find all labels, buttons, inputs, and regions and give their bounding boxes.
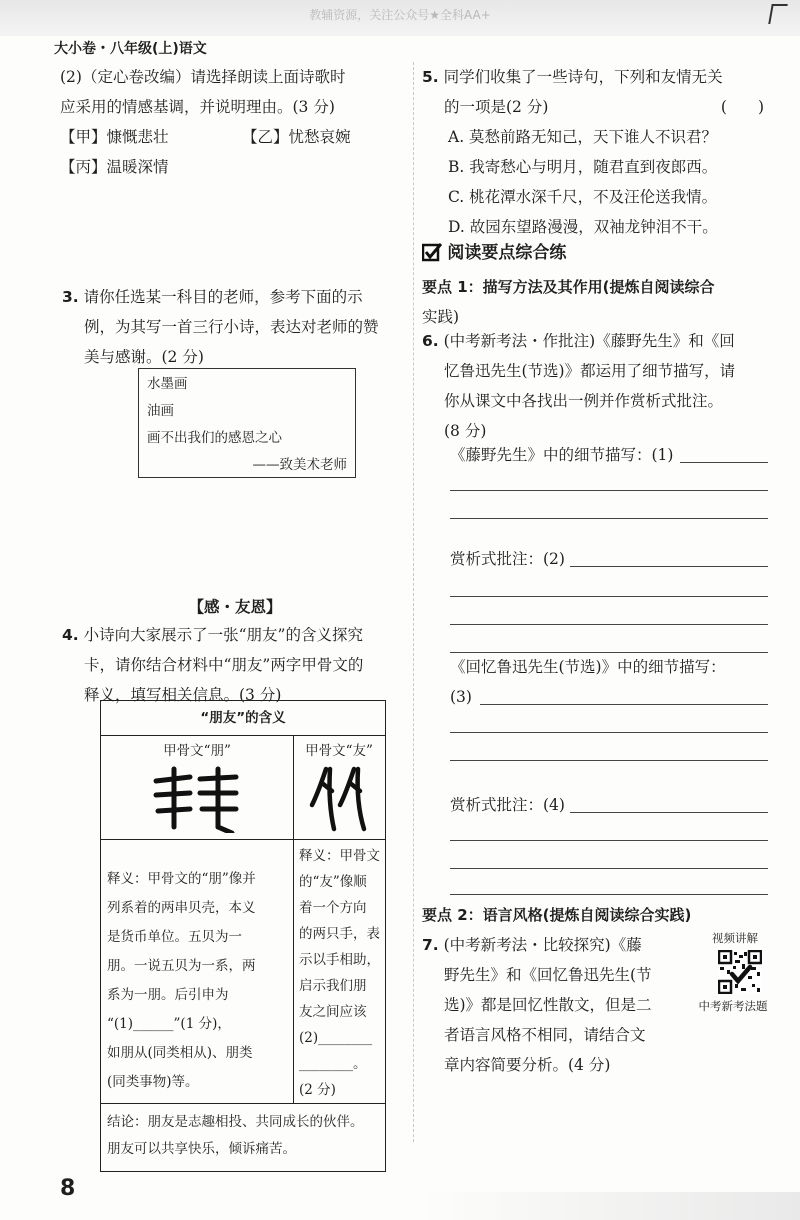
point1 xyxy=(422,272,768,332)
option-yi: 【乙】忧愁哀婉 xyxy=(242,128,351,146)
section-title: 【感・友恩】 xyxy=(188,598,282,616)
answer-line-1a[interactable] xyxy=(680,462,768,463)
q5-line1: 同学们收集了一些诗句，下列和友情无关 xyxy=(443,68,723,86)
answer-line-1b[interactable] xyxy=(450,490,768,491)
answer-line-4b[interactable] xyxy=(450,840,768,841)
answer-line-4d[interactable] xyxy=(450,894,768,895)
poem-example-box xyxy=(138,368,356,478)
q6 xyxy=(422,326,768,446)
q6-a-label: 《藤野先生》中的细节描写：(1) xyxy=(450,446,674,464)
answer-line-2a[interactable] xyxy=(570,566,768,567)
answer-line-3b[interactable] xyxy=(450,732,768,733)
q6-d-label: 赏析式批注：(4) xyxy=(450,796,565,814)
q2-line2: 应采用的情感基调，并说明理由。(3 分) xyxy=(60,98,335,116)
point2 xyxy=(422,900,768,930)
page-header: 大小卷・八年级(上)语文 xyxy=(54,41,207,57)
peng-definition: 释义：甲骨文的“朋”像并 列系着的两串贝壳，本义 是货币单位。五贝为一 朋。一说五贝为一系，两 系为一朋。后引申为 “(1)______”(1 分)， 如朋从(同类相从)、朋类 (同类事物)等。 xyxy=(107,871,256,1090)
q4-number: 4. xyxy=(62,626,79,644)
col1-head: 甲骨文“朋” xyxy=(163,743,231,759)
answer-line-2c[interactable] xyxy=(450,624,768,625)
answer-line-4c[interactable] xyxy=(450,868,768,869)
table-title: “朋友”的含义 xyxy=(101,701,385,736)
q5-option-b: B. 我寄愁心与明月，随君直到夜郎西。 xyxy=(448,158,718,176)
q2-line1: (2)（定心卷改编）请选择朗读上面诗歌时 xyxy=(60,68,346,86)
q7-line5: 章内容简要分析。(4 分) xyxy=(444,1056,611,1074)
q6-c-label2: (3) xyxy=(450,688,472,706)
q4-line3: 释义，填写相关信息。(3 分) xyxy=(84,686,282,704)
q7-line3: 选)》都是回忆性散文，但是二 xyxy=(444,996,652,1014)
table-conclusion: 结论：朋友是志趣相投、共同成长的伙伴。 朋友可以共享快乐，倾诉痛苦。 xyxy=(107,1114,364,1157)
q5-option-c: C. 桃花潭水深千尺，不及汪伦送我情。 xyxy=(448,188,718,206)
column-divider xyxy=(413,62,414,1142)
answer-line-4a[interactable] xyxy=(570,812,768,813)
q2-options xyxy=(60,122,410,152)
point1-line2: 实践) xyxy=(422,308,460,326)
q4 xyxy=(62,620,412,710)
qr-code-icon[interactable] xyxy=(718,950,762,994)
option-bing: 【丙】温暖深情 xyxy=(60,158,169,176)
point2-line: 要点 2：语言风格(提炼自阅读综合实践) xyxy=(422,906,692,924)
q6-number: 6. xyxy=(422,332,439,350)
answer-line-3c[interactable] xyxy=(450,760,768,761)
q6-line3: 你从课文中各找出一例并作赏析式批注。 xyxy=(444,392,724,410)
poem-line4: ——致美术老师 xyxy=(252,457,347,473)
point1-line1: 要点 1：描写方法及其作用(提炼自阅读综合 xyxy=(422,278,715,296)
q3-number: 3. xyxy=(62,288,79,306)
practice-title: 阅读要点综合练 xyxy=(447,243,567,263)
you-definition: 释义：甲骨文 的“友”像顺 着一个方向 的两只手，表 示以手相助， 启示我们朋 友之间应该 (2)________ ________。 (2 分) xyxy=(299,848,380,1098)
q3-line1: 请你任选某一科目的老师，参考下面的示 xyxy=(83,288,363,306)
q5 xyxy=(422,62,768,242)
q7-line1: (中考新考法・比较探究)《藤 xyxy=(443,936,642,954)
q5-answer-paren: ( ) xyxy=(720,98,764,116)
poem-line3: 画不出我们的感恩之心 xyxy=(147,430,282,446)
q6-line1: (中考新考法・作批注)《藤野先生》和《回 xyxy=(443,332,735,350)
q3-line3: 美与感谢。(2 分) xyxy=(84,348,204,366)
qr-bottom-label: 中考新考法题 xyxy=(698,999,768,1013)
q3-line2: 例，为其写一首三行小诗，表达对老师的赞 xyxy=(84,318,379,336)
q7-number: 7. xyxy=(422,936,439,954)
answer-line-3a[interactable] xyxy=(480,704,768,705)
q5-number: 5. xyxy=(422,68,439,86)
conclusion-divider xyxy=(101,1103,385,1104)
poem-line1: 水墨画 xyxy=(147,376,188,392)
col2-head: 甲骨文“友” xyxy=(305,743,373,759)
qr-top-label: 视频讲解 xyxy=(712,931,758,945)
q6-b-label: 赏析式批注：(2) xyxy=(450,550,565,568)
q6-line4: (8 分) xyxy=(444,422,487,440)
q5-option-d: D. 故园东望路漫漫，双袖龙钟泪不干。 xyxy=(448,218,718,236)
peng-oracle-icon xyxy=(142,763,252,833)
oracle-you-glyph xyxy=(293,763,385,839)
q2-part2 xyxy=(60,62,410,182)
q5-option-a: A. 莫愁前路无知己，天下谁人不识君？ xyxy=(448,128,718,146)
q6-line2: 忆鲁迅先生(节选)》都运用了细节描写，请 xyxy=(444,362,736,380)
practice-heading xyxy=(422,238,768,268)
you-oracle-icon xyxy=(304,763,374,835)
answer-line-1c[interactable] xyxy=(450,518,768,519)
page-shadow xyxy=(420,1192,800,1220)
watermark: 教辅资源，关注公众号★全科AA+ xyxy=(309,8,491,22)
friend-meaning-table xyxy=(100,700,386,1172)
q7-line2: 野先生》和《回忆鲁迅先生(节 xyxy=(444,966,652,984)
q4-line2: 卡，请你结合材料中“朋友”两字甲骨文的 xyxy=(84,656,364,674)
option-jia: 【甲】慷慨悲壮 xyxy=(60,128,169,146)
page-number: 8 xyxy=(60,1176,76,1201)
q6-c-label: 《回忆鲁迅先生(节选)》中的细节描写： xyxy=(450,658,726,676)
checkbox-icon xyxy=(422,242,442,262)
q7-line4: 者语言风格不相同，请结合文 xyxy=(444,1026,646,1044)
q7 xyxy=(422,930,692,1080)
q5-line2: 的一项是(2 分) xyxy=(444,98,549,116)
oracle-peng-glyph xyxy=(101,763,293,839)
poem-line2: 油画 xyxy=(147,403,174,419)
q4-line1: 小诗向大家展示了一张“朋友”的含义探究 xyxy=(83,626,363,644)
table-row-divider xyxy=(101,839,385,840)
q3 xyxy=(62,282,412,372)
answer-line-2b[interactable] xyxy=(450,596,768,597)
